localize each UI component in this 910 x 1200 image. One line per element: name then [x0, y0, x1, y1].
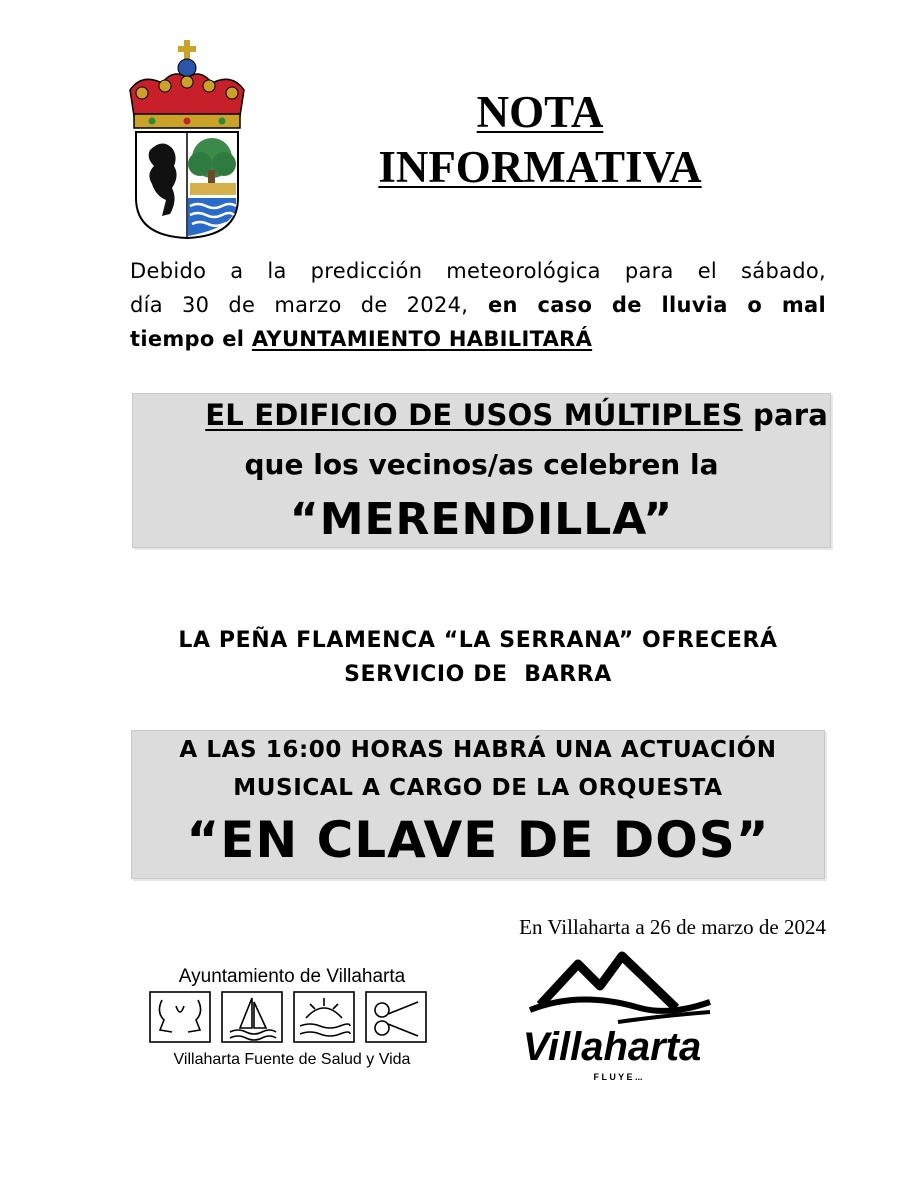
- svg-text:Villaharta: Villaharta: [522, 1025, 702, 1069]
- svg-text:Villaharta Fuente de Salud y V: Villaharta Fuente de Salud y Vida: [173, 1051, 411, 1068]
- edificio-line-2: que los vecinos/as celebren la: [244, 448, 719, 481]
- intro-weather-notice: tiempo el: [130, 327, 252, 351]
- coat-of-arms-icon: [122, 38, 252, 243]
- intro-line-2: [130, 288, 826, 322]
- merendilla-title: “MERENDILLA”: [289, 494, 674, 545]
- title-line-1: NOTA: [476, 87, 604, 137]
- svg-text:F L U Y E ...: F L U Y E ...: [593, 1072, 643, 1082]
- intro-line-1: Debido a la predicción meteorológica para el sábado,: [130, 259, 826, 283]
- intro-date: día 30 de marzo de 2024,: [130, 293, 469, 317]
- edificio-line-1-rest: para: [742, 398, 828, 432]
- actuacion-line-1: A LAS 16:00 HORAS HABRÁ UNA ACTUACIÓN: [179, 737, 777, 763]
- date-line: En Villaharta a 26 de marzo de 2024: [519, 915, 826, 939]
- edificio-box: [132, 393, 831, 548]
- pena-line-1: LA PEÑA FLAMENCA “LA SERRANA” OFRECERÁ: [178, 628, 778, 653]
- title-line-2: INFORMATIVA: [378, 142, 702, 192]
- intro-paragraph: [130, 254, 826, 356]
- intro-rain-notice: en caso de lluvia o mal: [468, 293, 826, 317]
- villaharta-logo-icon: [500, 950, 730, 1085]
- pena-line-2: SERVICIO DE BARRA: [344, 662, 612, 687]
- actuacion-line-2: MUSICAL A CARGO DE LA ORQUESTA: [233, 775, 723, 801]
- intro-line-3: [130, 322, 826, 356]
- ayuntamiento-logo-icon: [140, 962, 445, 1072]
- edificio-line-1: [133, 398, 830, 432]
- edificio-name: EL EDIFICIO DE USOS MÚLTIPLES: [205, 398, 743, 432]
- intro-ayuntamiento: AYUNTAMIENTO HABILITARÁ: [251, 327, 593, 351]
- orquesta-title: “EN CLAVE DE DOS”: [186, 811, 770, 869]
- svg-text:Ayuntamiento de Villaharta: Ayuntamiento de Villaharta: [178, 966, 406, 987]
- actuacion-box: [131, 730, 825, 879]
